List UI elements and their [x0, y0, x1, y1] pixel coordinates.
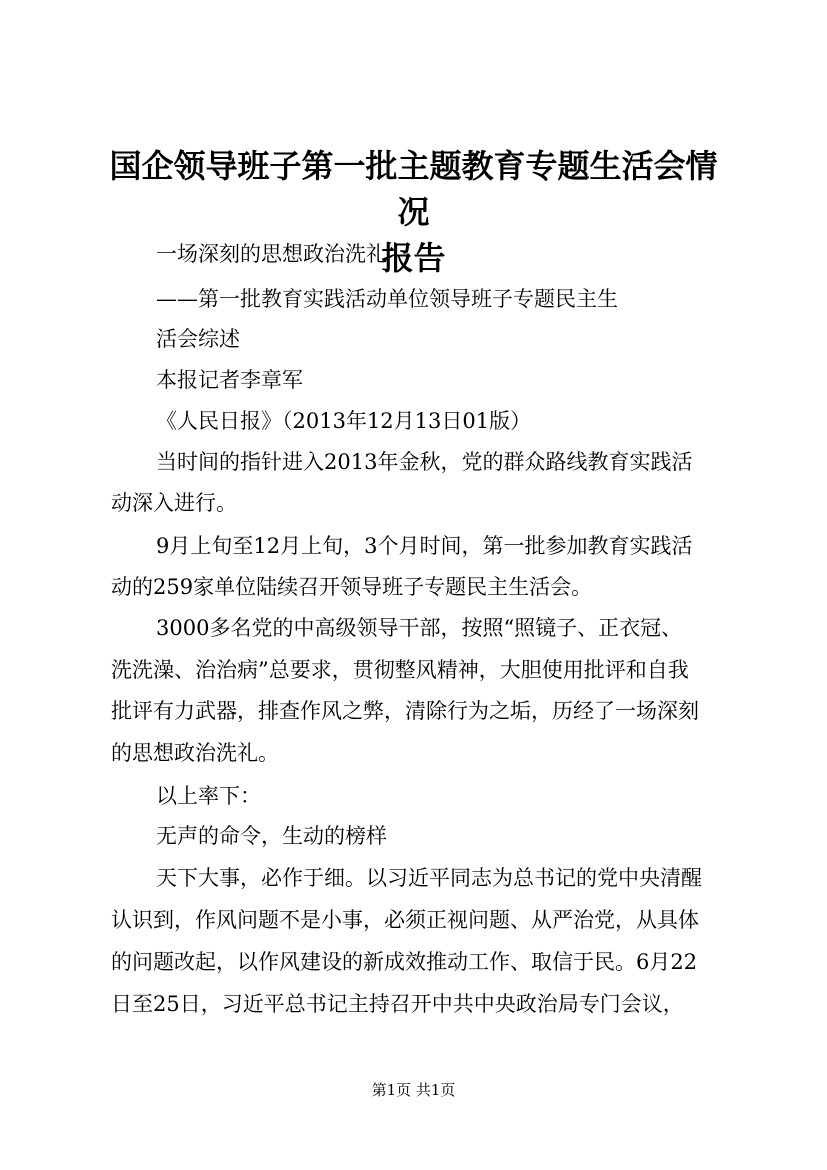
paragraph-line: 日至25日，习近平总书记主持召开中共中央政治局专门会议，	[111, 992, 684, 1016]
source-line: 《人民日报》（2013年12月13日01版）	[156, 409, 532, 433]
paragraph-line: 的问题改起，以作风建设的新成效推动工作、取信于民。6月22	[111, 950, 698, 974]
section-heading: 无声的命令，生动的榜样	[156, 824, 387, 848]
title-line-1: 国企领导班子第一批主题教育专题生活会情况	[109, 147, 718, 231]
subtitle-line: ——第一批教育实践活动单位领导班子专题民主生	[156, 287, 618, 311]
subtitle-line: 一场深刻的思想政治洗礼	[156, 242, 387, 266]
paragraph-line: 9月上旬至12月上旬，3个月时间，第一批参加教育实践活	[156, 534, 693, 558]
paragraph-line: 认识到，作风问题不是小事，必须正视问题、从严治党，从具体	[111, 908, 699, 932]
byline: 本报记者李章军	[156, 368, 303, 392]
paragraph-line: 动的259家单位陆续召开领导班子专题民主生活会。	[111, 575, 593, 599]
paragraph-line: 当时间的指针进入2013年金秋，党的群众路线教育实践活	[156, 450, 693, 474]
paragraph-line: 批评有力武器，排查作风之弊，清除行为之垢，历经了一场深刻	[111, 699, 699, 723]
paragraph-line: 的思想政治洗礼。	[111, 741, 279, 765]
page-footer: 第1页 共1页	[371, 1081, 456, 1099]
title-line-2: 报告	[381, 239, 446, 277]
paragraph-line: 3000多名党的中高级领导干部，按照“照镜子、正衣冠、	[156, 616, 683, 640]
subtitle-line: 活会综述	[156, 327, 240, 351]
paragraph-line: 洗洗澡、治治病”总要求，贯彻整风精神，大胆使用批评和自我	[111, 658, 689, 682]
paragraph-line: 天下大事，必作于细。以习近平同志为总书记的党中央清醒	[156, 866, 702, 890]
section-heading: 以上率下：	[156, 784, 261, 808]
paragraph-line: 动深入进行。	[111, 491, 237, 515]
